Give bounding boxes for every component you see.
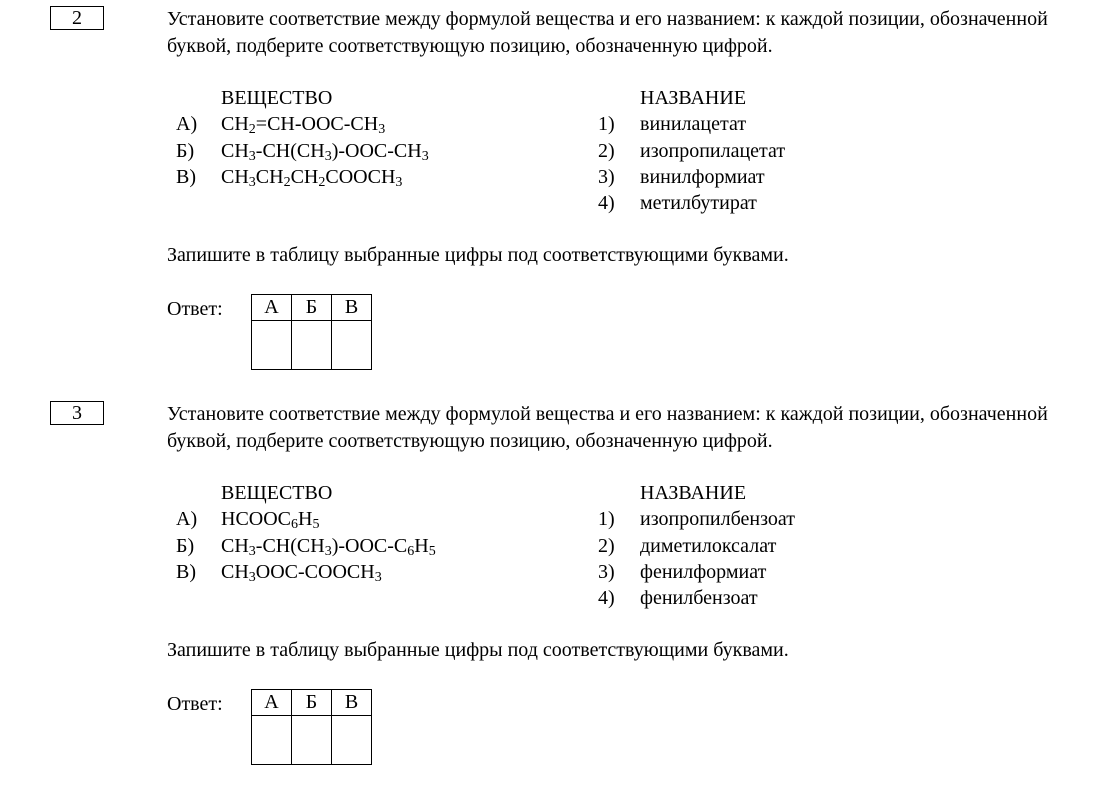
task-3 — [0, 395, 1105, 789]
substance-letter: Б) — [176, 535, 195, 557]
task-instruction: Установите соответствие между формулой вещества и его названием: к каждой позиции, обозначенной буквой, подберите соответствующую позицию, обозначенную цифрой. — [167, 8, 1048, 57]
substance-formula: $CH_3-CH(CH_3)-OOC-C_6H_5$ — [221, 535, 436, 559]
name-index: 2) — [598, 535, 615, 557]
task-instruction: Установите соответствие между формулой вещества и его названием: к каждой позиции, обозначенной буквой, подберите соответствующую позицию, обозначенную цифрой. — [167, 403, 1048, 452]
substance-letter: А) — [176, 508, 198, 530]
task-number-box: 3 — [50, 401, 104, 425]
answer-label: Ответ: — [167, 693, 223, 715]
substance-name: изопропилбензоат — [640, 508, 795, 530]
answer-column-header: А — [252, 690, 292, 716]
name-column-header: НАЗВАНИЕ — [640, 87, 747, 109]
answer-column-header: В — [332, 295, 372, 321]
substance-formula: $CH_3-CH(CH_3)-OOC-CH_3$ — [221, 140, 429, 164]
substance-letter: А) — [176, 113, 198, 135]
answer-label: Ответ: — [167, 298, 223, 320]
answer-prompt: Запишите в таблицу выбранные цифры под соответствующими буквами. — [167, 639, 789, 661]
substance-name: диметилоксалат — [640, 535, 777, 557]
answer-cell-a[interactable] — [252, 716, 292, 765]
name-index: 2) — [598, 140, 615, 162]
answer-column-header: В — [332, 690, 372, 716]
name-index: 1) — [598, 508, 615, 530]
answer-column-header: А — [252, 295, 292, 321]
substance-formula: $CH_2=CH-OOC-CH_3$ — [221, 113, 386, 137]
answer-table — [251, 294, 372, 370]
substance-name: винилацетат — [640, 113, 747, 135]
substance-name: фенилбензоат — [640, 587, 758, 609]
substance-name: винилформиат — [640, 166, 765, 188]
name-index: 3) — [598, 561, 615, 583]
substance-name: метилбутират — [640, 192, 757, 214]
answer-cell-b[interactable] — [292, 321, 332, 370]
name-index: 3) — [598, 166, 615, 188]
answer-prompt: Запишите в таблицу выбранные цифры под соответствующими буквами. — [167, 244, 789, 266]
name-index: 4) — [598, 192, 615, 214]
answer-cell-b[interactable] — [292, 716, 332, 765]
substance-letter: В) — [176, 166, 196, 188]
substance-letter: В) — [176, 561, 196, 583]
task-number-box: 2 — [50, 6, 104, 30]
answer-table — [251, 689, 372, 765]
task-2 — [0, 0, 1105, 394]
name-column-header: НАЗВАНИЕ — [640, 482, 747, 504]
substance-formula: $CH_3OOC-COOCH_3$ — [221, 561, 382, 585]
substance-column-header: ВЕЩЕСТВО — [221, 482, 333, 504]
answer-column-header: Б — [292, 690, 332, 716]
substance-letter: Б) — [176, 140, 195, 162]
answer-column-header: Б — [292, 295, 332, 321]
name-index: 1) — [598, 113, 615, 135]
substance-column-header: ВЕЩЕСТВО — [221, 87, 333, 109]
substance-formula: $HCOOC_6H_5$ — [221, 508, 320, 532]
answer-cell-a[interactable] — [252, 321, 292, 370]
substance-name: изопропилацетат — [640, 140, 786, 162]
substance-formula: $CH_3CH_2CH_2COOCH_3$ — [221, 166, 403, 190]
substance-name: фенилформиат — [640, 561, 767, 583]
answer-cell-v[interactable] — [332, 716, 372, 765]
name-index: 4) — [598, 587, 615, 609]
answer-cell-v[interactable] — [332, 321, 372, 370]
